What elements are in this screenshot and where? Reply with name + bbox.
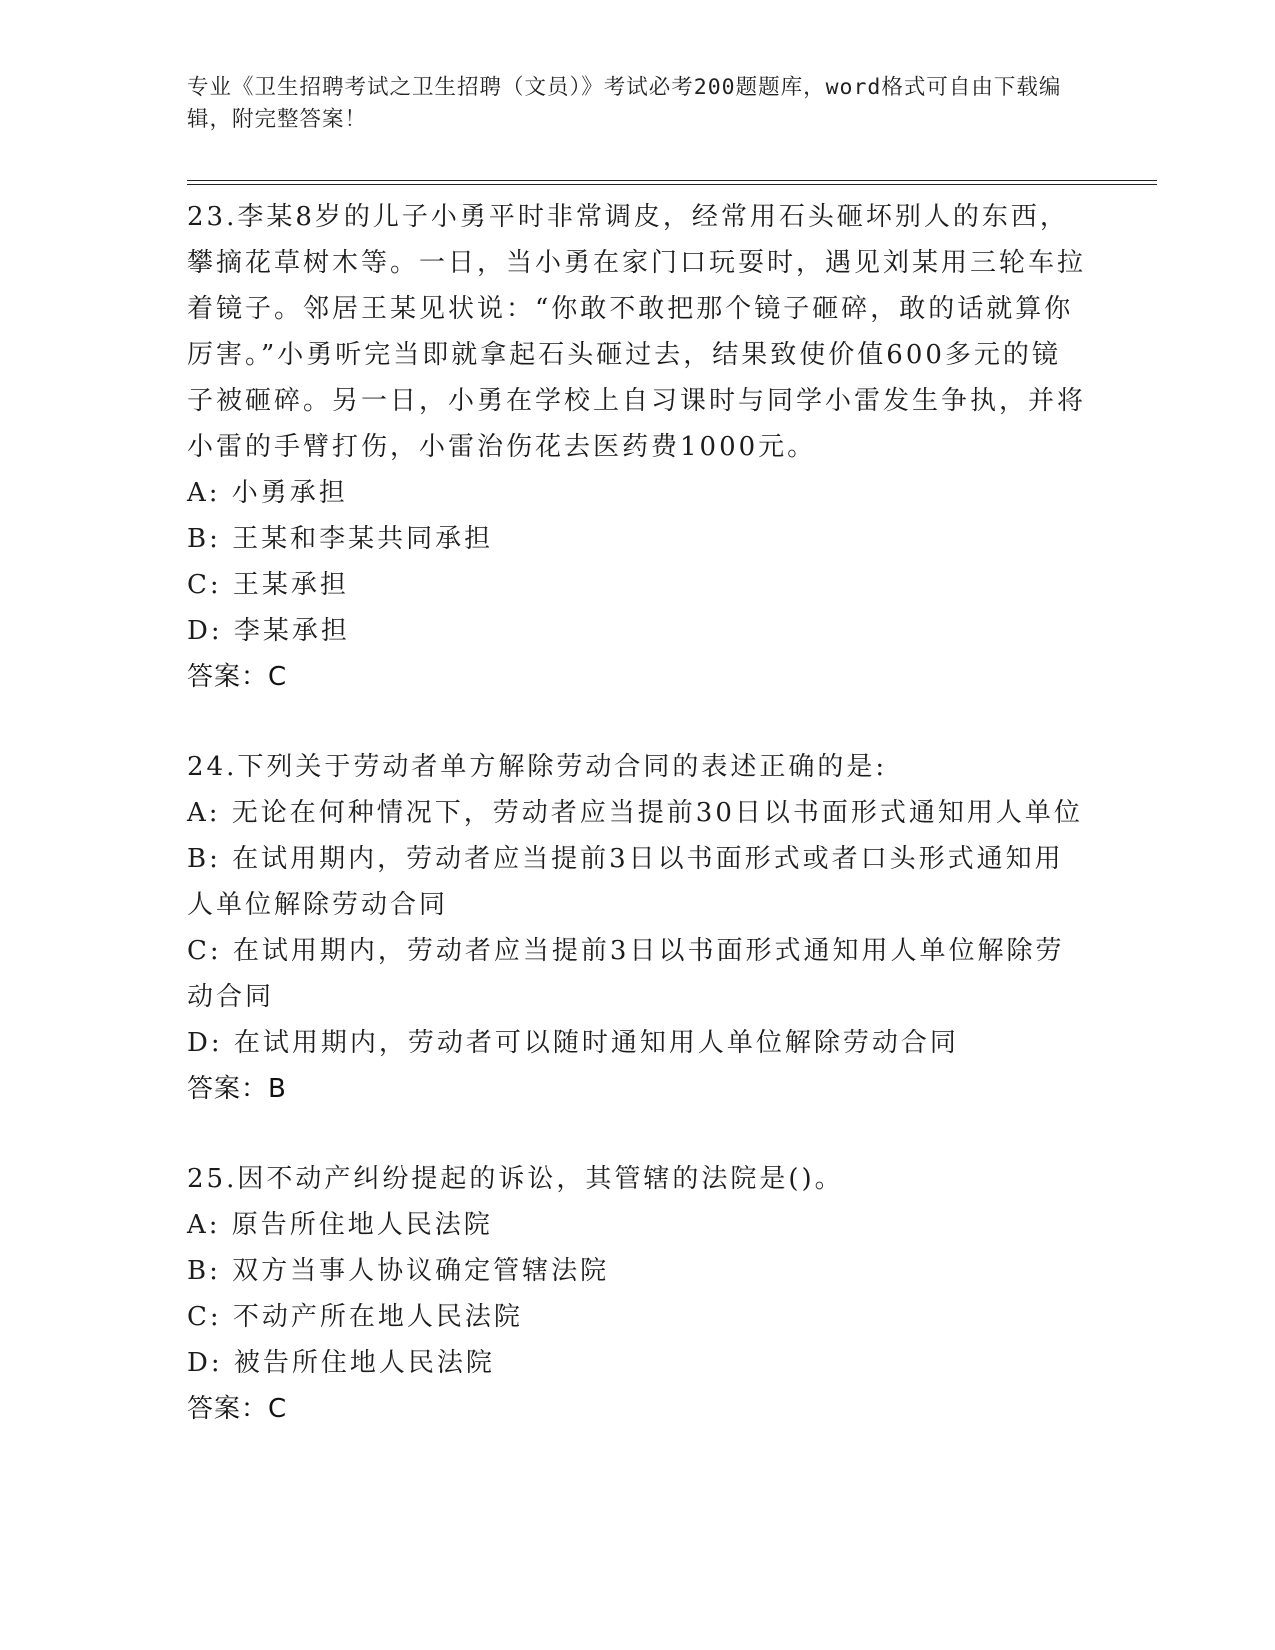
question-stem: 23.李某8岁的儿子小勇平时非常调皮，经常用石头砸坏别人的东西，攀摘花草树木等。一日，当小勇在家门口玩耍时，遇见刘某用三轮车拉着镜子。邻居王某见状说：“你敢不敢把那个镜子砸碎，敢的话就算你厉害。”小勇听完当即就拿起石头砸过去，结果致使价值600多元的镜子被砸碎。另一日，小勇在学校上自习课时与同学小雷发生争执，并将小雷的手臂打伤，小雷治伤花去医药费1000元。 [187, 202, 1087, 462]
answer: 答案：C [187, 662, 288, 692]
option-c: C: 不动产所在地人民法院 [187, 1302, 523, 1332]
question-stem: 24.下列关于劳动者单方解除劳动合同的表述正确的是: [187, 752, 888, 782]
question-24 [187, 744, 1087, 1112]
question-stem: 25.因不动产纠纷提起的诉讼，其管辖的法院是()。 [187, 1164, 844, 1194]
option-a: A: 原告所住地人民法院 [187, 1210, 493, 1240]
option-b: B: 王某和李某共同承担 [187, 524, 494, 554]
option-a: A: 无论在何种情况下，劳动者应当提前30日以书面形式通知用人单位 [187, 798, 1083, 828]
header-divider-top [187, 180, 1157, 181]
option-d: D: 李某承担 [187, 616, 350, 646]
option-d: D: 在试用期内，劳动者可以随时通知用人单位解除劳动合同 [187, 1028, 959, 1058]
question-25 [187, 1156, 1087, 1432]
answer: 答案：C [187, 1394, 288, 1424]
question-23 [187, 194, 1087, 700]
option-d: D: 被告所住地人民法院 [187, 1348, 495, 1378]
question-list [187, 194, 1087, 1476]
option-a: A: 小勇承担 [187, 478, 348, 508]
answer: 答案：B [187, 1074, 287, 1104]
option-b: B: 在试用期内，劳动者应当提前3日以书面形式或者口头形式通知用人单位解除劳动合同 [187, 844, 1064, 920]
option-c: C: 在试用期内，劳动者应当提前3日以书面形式通知用人单位解除劳动合同 [187, 936, 1065, 1012]
document-header: 专业《卫生招聘考试之卫生招聘（文员）》考试必考200题题库，word格式可自由下载编辑，附完整答案！ [187, 75, 1062, 132]
option-b: B: 双方当事人协议确定管辖法院 [187, 1256, 610, 1286]
header-divider-bottom [187, 184, 1157, 185]
option-c: C: 王某承担 [187, 570, 349, 600]
